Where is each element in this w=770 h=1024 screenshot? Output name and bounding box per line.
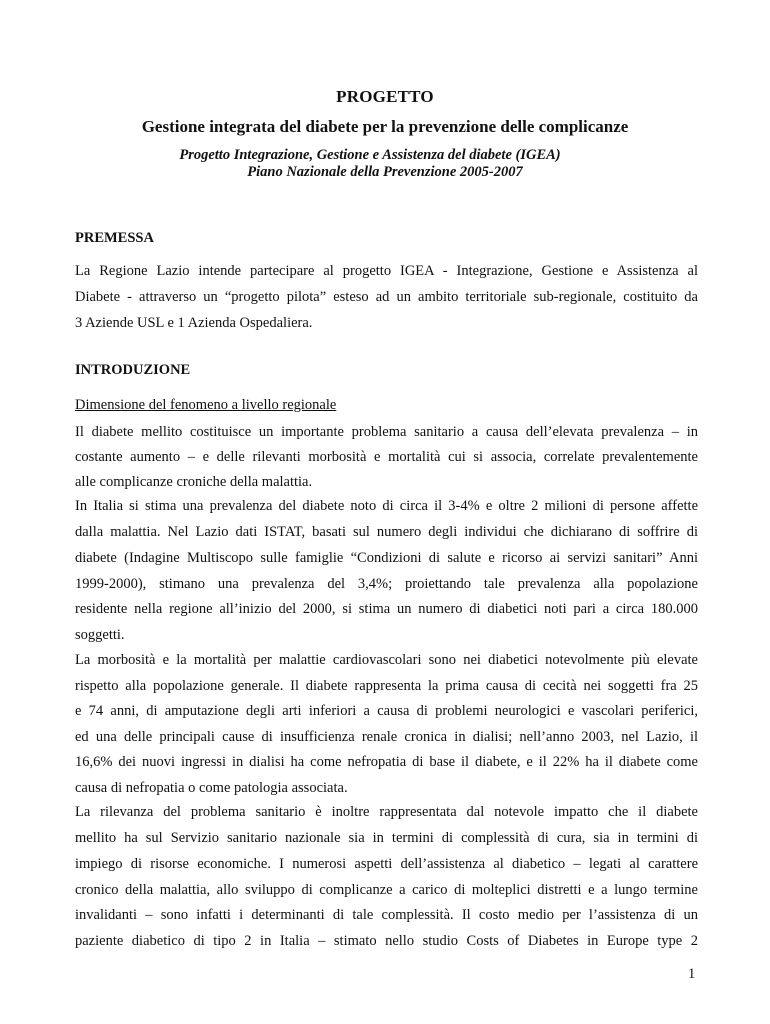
page-number: 1 [688,966,696,982]
body-line: In Italia si stima una prevalenza del diabete noto di circa il 3-4% e oltre 2 milioni di persone affette [75,498,698,514]
body-line: mellito ha sul Servizio sanitario nazionale sia in termini di complessità di cura, sia in termini di [75,830,698,846]
body-line: La rilevanza del problema sanitario è inoltre rappresentata dal notevole impatto che il diabete [75,804,698,820]
body-line: invalidanti – sono infatti i determinanti di tale complessità. Il costo medio per l’assistenza di un [75,907,698,923]
body-line: soggetti. [75,627,125,643]
body-line: alle complicanze croniche della malattia. [75,474,313,490]
premessa-line: La Regione Lazio intende partecipare al progetto IGEA - Integrazione, Gestione e Assistenza al [75,263,698,279]
body-line: Il diabete mellito costituisce un importante problema sanitario a causa dell’elevata prevalenza – in [75,424,698,440]
document-title: PROGETTO [336,87,434,106]
body-line: ed una delle principali cause di insufficienza renale cronica in dialisi; nell’anno 2003, nel Lazio, il [75,729,698,745]
body-line: 16,6% dei nuovi ingressi in dialisi ha come nefropatia di base il diabete, e il 22% ha il diabete come [75,754,698,770]
body-line: causa di nefropatia o come patologia associata. [75,780,348,796]
plan-line: Piano Nazionale della Prevenzione 2005-2007 [247,164,523,180]
body-line: diabete (Indagine Multiscopo sulle famiglie “Condizioni di salute e ricorso ai servizi sanitari” Anni [75,550,698,566]
premessa-line: 3 Aziende USL e 1 Azienda Ospedaliera. [75,315,313,331]
premessa-line: Diabete - attraverso un “progetto pilota” esteso ad un ambito territoriale sub-regionale, costituito da [75,289,698,305]
body-line: residente nella regione all’inizio del 2000, si stima un numero di diabetici noti pari a circa 180.000 [75,601,698,617]
introduzione-heading: INTRODUZIONE [75,362,191,378]
body-line: impiego di risorse economiche. I numerosi aspetti dell’assistenza al diabetico – legati al carattere [75,856,698,872]
body-line: 1999-2000), stimano una prevalenza del 3,4%; proiettando tale prevalenza alla popolazione [75,576,698,592]
body-line: dalla malattia. Nel Lazio dati ISTAT, basati sul numero degli individui che dichiarano di soffrire di [75,524,698,540]
project-line: Progetto Integrazione, Gestione e Assistenza del diabete (IGEA) [179,147,561,163]
body-line: costante aumento – e delle rilevanti morbosità e mortalità cui si associa, correlate prevalentemente [75,449,698,465]
document-subtitle: Gestione integrata del diabete per la prevenzione delle complicanze [141,117,629,136]
body-line: paziente diabetico di tipo 2 in Italia – stimato nello studio Costs of Diabetes in Europe type 2 [75,933,698,949]
body-line: rispetto alla popolazione generale. Il diabete rappresenta la prima causa di cecità nei soggetti fra 25 [75,678,698,694]
body-line: cronico della malattia, allo sviluppo di complicanze a carico di molteplici distretti e a lungo termine [75,882,698,898]
section-subheading: Dimensione del fenomeno a livello regionale [75,397,337,413]
premessa-heading: PREMESSA [75,230,154,246]
body-line: La morbosità e la mortalità per malattie cardiovascolari sono nei diabetici notevolmente più elevate [75,652,698,668]
body-line: e 74 anni, di amputazione degli arti inferiori a causa di problemi neurologici e vascolari periferici, [75,703,698,719]
